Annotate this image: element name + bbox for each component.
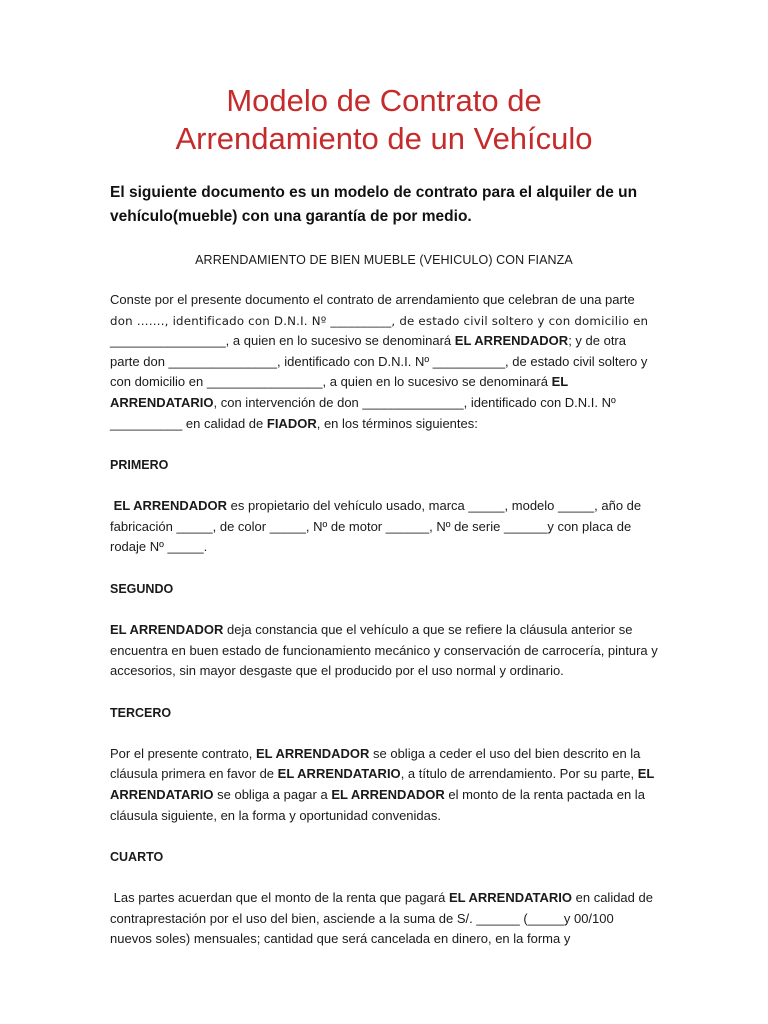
- parties-paragraph: [110, 290, 658, 434]
- document-title: [110, 82, 658, 158]
- clause-tercero-text-b: se obliga a ceder el uso del bien descrito en la cláusula primera en favor de: [110, 745, 641, 782]
- clause-segundo-text: deja constancia que el vehículo a que se refiere la cláusula anterior se encuentra en buen estado de funcionamiento mecánico y conservación de carrocería, pintura y accesorios, sin mayor desgaste que el producido por el uso normal y ordinario.: [110, 621, 658, 679]
- arrendatario-term: EL ARRENDATARIO: [110, 374, 568, 410]
- arrendador-term: EL ARRENDADOR: [113, 498, 228, 514]
- arrendatario-term: EL ARRENDATARIO: [448, 890, 573, 906]
- parties-text-c2: ; y de otra parte don _______________, identificado con D.N.I. Nº __________, de estado civil soltero y con domicilio en ________________, a quien en lo sucesivo se denominará: [110, 333, 648, 390]
- title-line-2: Arrendamiento de un Vehículo: [175, 121, 593, 156]
- spacer: [110, 867, 658, 888]
- spacer: [110, 599, 658, 620]
- contract-heading: ARRENDAMIENTO DE BIEN MUEBLE (VEHICULO) CON FIANZA: [195, 253, 573, 267]
- clause-label-primero: PRIMERO: [110, 458, 169, 473]
- clause-tercero-paragraph: [110, 744, 658, 826]
- title-line-1: Modelo de Contrato de: [226, 83, 542, 118]
- clause-tercero-text-e: el monto de la renta pactada en la cláusula siguiente, en la forma y oportunidad convenidas.: [110, 786, 645, 823]
- arrendador-term: EL ARRENDADOR: [110, 621, 224, 637]
- arrendador-term: EL ARRENDADOR: [331, 786, 445, 802]
- clause-tercero-text-c: , a título de arrendamiento. Por su parte,: [400, 766, 638, 782]
- clause-segundo-paragraph: [110, 620, 658, 682]
- parties-text-e: , en los términos siguientes:: [316, 415, 478, 431]
- arrendador-term: EL ARRENDADOR: [454, 333, 569, 349]
- clause-tercero-text-d: se obliga a pagar a: [213, 786, 332, 802]
- parties-text-d: , con intervención de don ______________, identificado con D.N.I. Nº __________ en calidad de: [110, 394, 616, 431]
- clause-tercero-text-a: Por el presente contrato,: [110, 745, 256, 761]
- clause-cuarto-text-b: en calidad de contraprestación por el uso del bien, asciende a la suma de S/. ______ (_____y 00/100 nuevos soles) mensuales; cantidad que será cancelada en dinero, en la forma y: [110, 890, 653, 947]
- clause-label-tercero: TERCERO: [110, 705, 172, 720]
- clause-label-cuarto: CUARTO: [110, 850, 164, 865]
- spacer: [110, 682, 658, 703]
- clause-cuarto-paragraph: [110, 888, 658, 950]
- clause-primero-paragraph: [110, 496, 658, 558]
- parties-text-b: don ……., identificado con D.N.I. Nº __________, de estado civil soltero y con domicilio en: [110, 313, 649, 328]
- parties-text-c: ________________, a quien en lo sucesivo se denominará: [110, 333, 455, 349]
- spacer: [110, 558, 658, 579]
- parties-text-a: Conste por el presente documento el contrato de arrendamiento que celebran de una parte: [110, 292, 635, 307]
- fiador-term: FIADOR: [266, 415, 317, 431]
- arrendatario-term: EL ARRENDATARIO: [110, 766, 655, 802]
- clause-primero-text: es propietario del vehículo usado, marca _____, modelo _____, año de fabricación _____, de color _____, Nº de motor ______, Nº de serie ______y con placa de rodaje Nº _____.: [110, 498, 642, 555]
- clause-cuarto-text-a: Las partes acuerdan que el monto de la renta que pagará: [113, 890, 449, 906]
- clause-label-segundo: SEGUNDO: [110, 581, 174, 596]
- spacer: [110, 434, 658, 455]
- arrendatario-term: EL ARRENDATARIO: [277, 766, 401, 782]
- spacer: [110, 826, 658, 847]
- spacer: [110, 475, 658, 496]
- intro-paragraph: El siguiente documento es un modelo de contrato para el alquiler de un vehículo(mueble) con una garantía de por medio.: [110, 184, 638, 225]
- spacer: [110, 723, 658, 744]
- arrendador-term: EL ARRENDADOR: [255, 745, 370, 761]
- document-body: [110, 82, 658, 950]
